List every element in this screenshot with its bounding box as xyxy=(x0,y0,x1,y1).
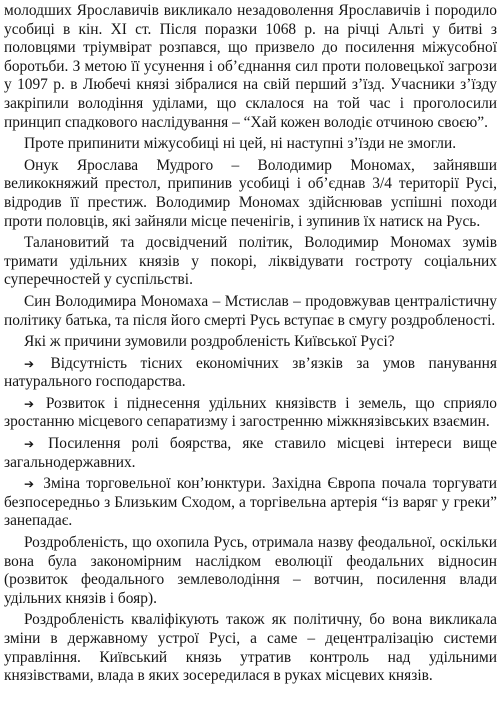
bullet-item-principalities xyxy=(4,395,497,432)
bullet-item-trade xyxy=(4,475,497,531)
paragraph-question: Які ж причини зумовили роздробленість Київської Русі? xyxy=(24,333,395,351)
bullet-text: Відсутність тісних економічних зв’язків за умов панування натурального господарства. xyxy=(4,354,497,391)
bullet-item-boyars xyxy=(4,435,497,472)
paragraph-monomakh: Онук Ярослава Мудрого – Володимир Мономах, зайнявши великокняжий престол, припинив усобиці і об’єднав 3/4 території Русі, відродив її престиж. Володимир Мономах здійснював успішні походи проти половців, які зайняли місце печенігів, і зупинив їх натиск на Русь. xyxy=(4,156,497,230)
paragraph-congress-failure: Проте припинити міжусобиці ні цей, ні наступні з’їзди не змогли. xyxy=(24,135,457,153)
bullet-text: Зміна торговельної кон’юнктури. Західна Європа почала торгувати безпосередньо з Близьким Сходом, а торгівельна артерія “із варяг у греки” занепадає. xyxy=(4,475,497,530)
bullet-item-economy xyxy=(4,355,497,392)
arrow-bullet-icon: ➔ xyxy=(24,356,35,371)
paragraph-feudal-fragmentation: Роздробленість, що охопила Русь, отримала назву феодальної, оскільки вона була закономірним наслідком еволюції феодальних відносин (розвиток феодального землеволодіння – вотчин, посилення влади удільних князів і бояр). xyxy=(4,534,497,607)
arrow-bullet-icon: ➔ xyxy=(24,477,35,492)
paragraph-mstyslav: Син Володимира Мономаха – Мстислав – продовжував централістичну політику батька, та після його смерті Русь вступає в смугу роздробленості. xyxy=(4,292,497,329)
bullet-text: Розвиток і піднесення удільних князівств і земель, що сприяло зростанню місцевого сепаратизму і загостренню міжкнязівських взаємин. xyxy=(4,394,497,431)
paragraph-political-fragmentation: Роздробленість кваліфікують також як політичну, бо вона викликала зміни в державному устрої Русі, а саме – децентралізацію системи управління. Київський князь утратив контроль над удільними князівствами, влада в яких зосередилася в руках місцевих князів. xyxy=(4,611,497,685)
bullet-text: Посилення ролі боярства, яке ставило місцеві інтереси вище загальнодержавних. xyxy=(4,435,497,471)
arrow-bullet-icon: ➔ xyxy=(24,396,35,411)
paragraph-monomakh-politician: Талановитий та досвідчений політик, Володимир Мономах зумів тримати удільних князів у покорі, ліквідувати гостроту соціальних суперечностей у суспільстві. xyxy=(4,234,497,289)
paragraph-continuation: молодших Ярославичів викликало незадоволення Ярославичів і породило усобиці в кін. XI ст. Після поразки 1068 р. на річці Альті у битві з половцями тріумвірат розпався, що призвело до посилення міжусобної боротьби. З метою її усунення і об’єднання сил проти половецької загрози у 1097 р. в Любечі князі зібралися на свій перший з’їзд. Учасники з’їзду закріпили володіння уділами, що склалося на той час і проголосили принцип спадкового наслідування – “Хай кожен володіє отчиною своєю”. xyxy=(4,2,497,131)
arrow-bullet-icon: ➔ xyxy=(24,437,35,452)
